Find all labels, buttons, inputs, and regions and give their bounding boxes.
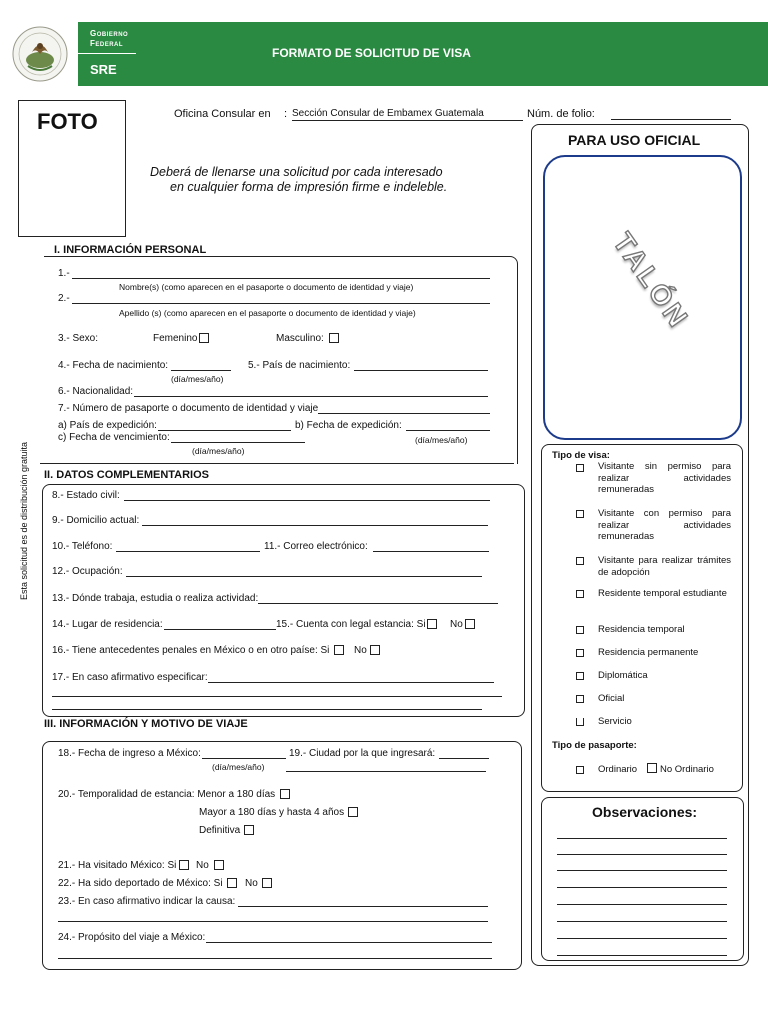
- field-14-label: 14.- Lugar de residencia:: [52, 619, 163, 630]
- field-21-si-checkbox[interactable]: [179, 860, 189, 870]
- field-19-label: 19.- Ciudad por la que ingresará:: [289, 748, 436, 759]
- femenino-checkbox[interactable]: [199, 333, 209, 343]
- field-17-input-1[interactable]: [208, 682, 494, 683]
- field-3-label: 3.- Sexo:: [58, 333, 99, 344]
- field-1-hint: Nombre(s) (como aparecen en el pasaporte o documento de identidad y viaje): [119, 282, 414, 292]
- oficina-label: Oficina Consular en: [174, 108, 271, 120]
- field-16-no-label: No: [354, 645, 367, 656]
- field-1-label: 1.-: [58, 268, 70, 279]
- field-13-input[interactable]: [258, 603, 498, 604]
- field-15-no-label: No: [450, 619, 463, 630]
- section2-title: II. DATOS COMPLEMENTARIOS: [44, 469, 210, 481]
- field-21-no-checkbox[interactable]: [214, 860, 224, 870]
- field-a-input[interactable]: [158, 430, 291, 431]
- observaciones-line[interactable]: [557, 870, 727, 871]
- masculino-checkbox[interactable]: [329, 333, 339, 343]
- section1-bottom-line: [40, 463, 514, 464]
- visa-type-checkbox-8[interactable]: [576, 695, 584, 703]
- header-divider: [78, 53, 136, 54]
- field-24-input-2[interactable]: [58, 958, 492, 959]
- observaciones-line[interactable]: [557, 921, 727, 922]
- field-22-label: 22.- Ha sido deportado de México: Si: [58, 878, 223, 889]
- visa-type-checkbox-9[interactable]: [576, 718, 584, 726]
- oficina-colon: :: [284, 108, 288, 120]
- field-23-label: 23.- En caso afirmativo indicar la causa:: [58, 896, 236, 907]
- mexico-seal-icon: [10, 24, 70, 84]
- visa-type-option-7: Diplomática: [598, 670, 648, 681]
- field-13-label: 13.- Dónde trabaja, estudia o realiza actividad:: [52, 593, 259, 604]
- field-23-input-2[interactable]: [58, 921, 488, 922]
- field-9-label: 9.- Domicilio actual:: [52, 515, 140, 526]
- field-12-label: 12.- Ocupación:: [52, 566, 123, 577]
- field-7-input[interactable]: [318, 413, 490, 414]
- visa-type-option-2: Visitante con permiso para realizar actividades remuneradas: [598, 508, 731, 542]
- field-b-input[interactable]: [406, 430, 490, 431]
- field-9-input[interactable]: [142, 525, 488, 526]
- visa-type-checkbox-7[interactable]: [576, 672, 584, 680]
- talon-stamp: TALÓN: [607, 227, 696, 335]
- visa-type-option-6: Residencia permanente: [598, 647, 699, 658]
- field-b-label: b) Fecha de expedición:: [295, 420, 402, 431]
- field-20-definitiva-checkbox[interactable]: [244, 825, 254, 835]
- no-ordinario-checkbox[interactable]: [647, 763, 657, 773]
- field-17-input-2[interactable]: [52, 696, 502, 697]
- field-6-label: 6.- Nacionalidad:: [58, 386, 134, 397]
- field-b-hint: (día/mes/año): [415, 435, 468, 445]
- field-20-mayor-checkbox[interactable]: [348, 807, 358, 817]
- field-10-label: 10.- Teléfono:: [52, 541, 113, 552]
- field-21-no-label: No: [196, 860, 209, 871]
- field-4-hint: (día/mes/año): [171, 374, 224, 384]
- field-4-label: 4.- Fecha de nacimiento:: [58, 360, 169, 371]
- field-5-label: 5.- País de nacimiento:: [248, 360, 351, 371]
- field-a-label: a) País de expedición:: [58, 420, 157, 431]
- folio-field[interactable]: [611, 119, 731, 120]
- ordinario-checkbox[interactable]: [576, 766, 584, 774]
- field-8-input[interactable]: [124, 500, 490, 501]
- visa-type-checkbox-4[interactable]: [576, 590, 584, 598]
- field-22-si-checkbox[interactable]: [227, 878, 237, 888]
- visa-type-option-9: Servicio: [598, 716, 632, 727]
- field-1-input[interactable]: [72, 278, 490, 279]
- field-24-input-1[interactable]: [206, 942, 492, 943]
- field-20-menor-checkbox[interactable]: [280, 789, 290, 799]
- ordinario-label: Ordinario: [598, 764, 638, 775]
- field-11-label: 11.- Correo electrónico:: [264, 541, 368, 552]
- no-ordinario-label: No Ordinario: [660, 764, 714, 775]
- observaciones-line[interactable]: [557, 838, 727, 839]
- field-17-input-3[interactable]: [52, 709, 482, 710]
- field-2-input[interactable]: [72, 303, 490, 304]
- observaciones-box: [541, 797, 744, 961]
- field-18-input[interactable]: [202, 758, 286, 759]
- field-17-label: 17.- En caso afirmativo especificar:: [52, 672, 208, 683]
- observaciones-line[interactable]: [557, 938, 727, 939]
- header-sre: SRE: [90, 62, 117, 77]
- field-6-input[interactable]: [134, 396, 488, 397]
- official-title: PARA USO OFICIAL: [568, 132, 701, 148]
- field-c-label: c) Fecha de vencimiento:: [58, 432, 170, 443]
- visa-type-checkbox-6[interactable]: [576, 649, 584, 657]
- observaciones-line[interactable]: [557, 854, 727, 855]
- field-19-input-2[interactable]: [286, 771, 486, 772]
- field-10-input[interactable]: [116, 551, 260, 552]
- field-20-mayor-label: Mayor a 180 días y hasta 4 años: [199, 807, 345, 818]
- field-2-hint: Apellido (s) (como aparecen en el pasaporte o documento de identidad y viaje): [119, 308, 416, 318]
- field-16-no-checkbox[interactable]: [370, 645, 380, 655]
- header-gov-line2: Federal: [90, 39, 124, 48]
- field-11-input[interactable]: [373, 551, 489, 552]
- field-15-label: 15.- Cuenta con legal estancia: Si: [276, 619, 426, 630]
- folio-label: Núm. de folio:: [527, 108, 595, 120]
- section3-title: III. INFORMACIÓN Y MOTIVO DE VIAJE: [44, 718, 248, 730]
- field-c-input[interactable]: [171, 442, 305, 443]
- observaciones-line[interactable]: [557, 887, 727, 888]
- observaciones-line[interactable]: [557, 904, 727, 905]
- field-20-definitiva-label: Definitiva: [199, 825, 241, 836]
- visa-type-checkbox-2[interactable]: [576, 510, 584, 518]
- oficina-value[interactable]: Sección Consular de Embamex Guatemala: [292, 107, 523, 121]
- field-5-input[interactable]: [354, 370, 488, 371]
- section1-title: I. INFORMACIÓN PERSONAL: [54, 244, 207, 256]
- talon-box: [543, 155, 742, 440]
- visa-type-option-1: Visitante sin permiso para realizar actividades remuneradas: [598, 461, 731, 495]
- visa-type-checkbox-5[interactable]: [576, 626, 584, 634]
- field-12-input[interactable]: [126, 576, 482, 577]
- field-15-si-checkbox[interactable]: [427, 619, 437, 629]
- field-c-hint: (día/mes/año): [192, 446, 245, 456]
- observaciones-line[interactable]: [557, 955, 727, 956]
- passport-type-label: Tipo de pasaporte:: [552, 740, 637, 751]
- field-22-no-checkbox[interactable]: [262, 878, 272, 888]
- femenino-label: Femenino: [153, 333, 198, 344]
- field-7-label: 7.- Número de pasaporte o documento de identidad y viaje: [58, 403, 319, 414]
- instructions-line1: Deberá de llenarse una solicitud por cada interesado: [150, 165, 443, 179]
- field-18-hint: (día/mes/año): [212, 762, 265, 772]
- header-gov-line1: Gobierno: [90, 29, 129, 38]
- field-21-label: 21.- Ha visitado México: Si: [58, 860, 177, 871]
- visa-type-option-3: Visitante para realizar trámites de adopción: [598, 555, 731, 578]
- field-15-no-checkbox[interactable]: [465, 619, 475, 629]
- field-22-no-label: No: [245, 878, 258, 889]
- field-18-label: 18.- Fecha de ingreso a México:: [58, 748, 201, 759]
- visa-type-checkbox-1[interactable]: [576, 464, 584, 472]
- instructions-line2: en cualquier forma de impresión firme e indeleble.: [170, 180, 448, 194]
- field-16-label: 16.- Tiene antecedentes penales en México o en otro paíse: Si: [52, 645, 330, 656]
- field-20-label: 20.- Temporalidad de estancia: Menor a 180 días: [58, 789, 276, 800]
- masculino-label: Masculino:: [276, 333, 324, 344]
- field-2-label: 2.-: [58, 293, 70, 304]
- field-16-si-checkbox[interactable]: [334, 645, 344, 655]
- photo-label: FOTO: [37, 109, 98, 134]
- field-19-input-1[interactable]: [439, 758, 489, 759]
- visa-type-label: Tipo de visa:: [552, 450, 610, 461]
- field-24-label: 24.- Propósito del viaje a México:: [58, 932, 206, 943]
- page-title: FORMATO DE SOLICITUD DE VISA: [272, 46, 471, 60]
- visa-type-checkbox-3[interactable]: [576, 557, 584, 565]
- field-23-input-1[interactable]: [238, 906, 488, 907]
- visa-type-option-5: Residencia temporal: [598, 624, 685, 635]
- side-text: Esta solicitud es de distribución gratuita: [19, 441, 29, 601]
- field-4-input[interactable]: [171, 370, 231, 371]
- visa-type-option-4: Residente temporal estudiante: [598, 588, 727, 599]
- observaciones-title: Observaciones:: [592, 804, 698, 820]
- field-14-input[interactable]: [164, 629, 276, 630]
- field-8-label: 8.- Estado civil:: [52, 490, 120, 501]
- visa-type-option-8: Oficial: [598, 693, 625, 704]
